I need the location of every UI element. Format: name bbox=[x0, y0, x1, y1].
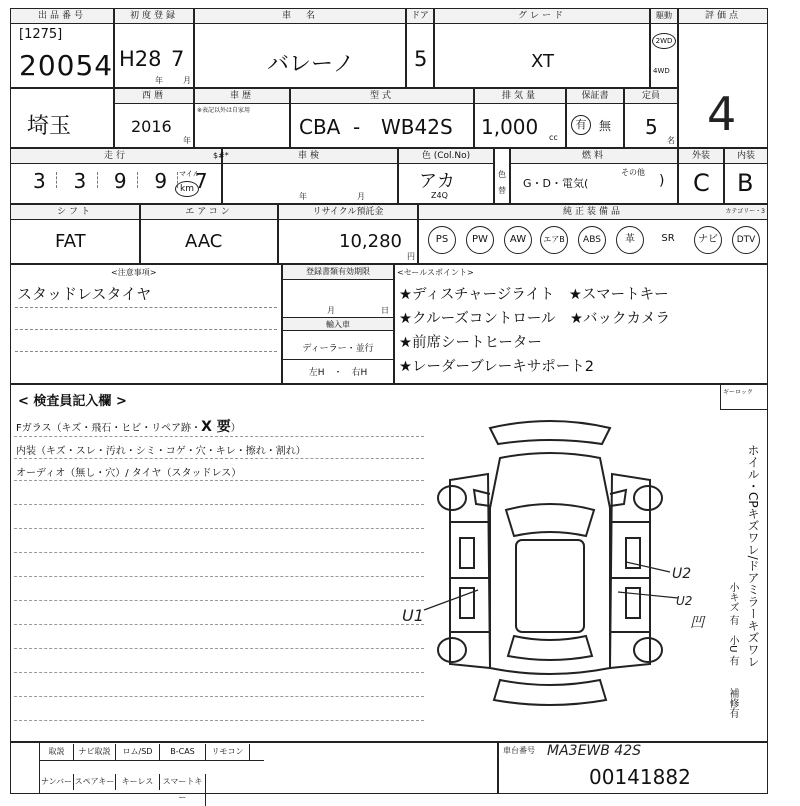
warranty-cell bbox=[566, 88, 624, 148]
damage-mark-u2: U2 bbox=[672, 566, 692, 582]
mileage-digit: 7 bbox=[194, 169, 208, 193]
lot-bracket: [1275] bbox=[19, 27, 63, 42]
mileage-digit: 3 bbox=[33, 169, 46, 193]
aircon-label: エアコン bbox=[141, 205, 277, 220]
damage-mark-dent: 凹 bbox=[690, 615, 704, 631]
history-label: 車歴 bbox=[195, 89, 289, 104]
score-cell bbox=[678, 8, 768, 148]
import-label: 輸入車 bbox=[283, 317, 393, 331]
equipment-pw: PW bbox=[466, 226, 494, 254]
drive-2wd-circled: 2WD bbox=[652, 33, 676, 49]
mileage-digit: 3 bbox=[73, 169, 87, 193]
windshield-replace-mark: X 要 bbox=[201, 419, 231, 435]
shift: FAT bbox=[55, 231, 86, 252]
mileage-label: 走行 bbox=[11, 149, 221, 164]
equipment-leather: 革 bbox=[616, 226, 644, 254]
acc-manual: 取説 bbox=[40, 744, 74, 760]
shift-cell bbox=[10, 204, 140, 264]
equipment-aw: AW bbox=[504, 226, 532, 254]
auction-sheet bbox=[10, 8, 768, 802]
sales-point: ★レーダーブレーキサポート2 bbox=[399, 359, 594, 375]
score-label: 評価点 bbox=[679, 9, 767, 24]
s-label: $#* bbox=[213, 151, 229, 160]
acc-bcas: B-CAS bbox=[160, 744, 206, 760]
model-code: WB42S bbox=[381, 115, 453, 139]
displacement: 1,000 bbox=[481, 115, 539, 139]
capacity-label: 定員 bbox=[625, 89, 677, 104]
inspection-label: < 検査員記入欄 > bbox=[18, 394, 127, 409]
region-cell bbox=[10, 88, 114, 148]
warranty-label: 保証書 bbox=[567, 89, 623, 104]
equipment-sr: SR bbox=[661, 233, 675, 244]
drive-label: 駆動 bbox=[651, 9, 677, 24]
car-name: バレーノ bbox=[267, 52, 355, 77]
inspection-line-2: 内装（キズ・スレ・汚れ・シミ・コゲ・穴・キレ・擦れ・割れ） bbox=[16, 446, 306, 457]
model-label: 型式 bbox=[291, 89, 473, 104]
recycle-amount: 10,280 bbox=[339, 231, 402, 252]
first-registration-month: 7 bbox=[171, 47, 185, 71]
month-unit: 月 bbox=[183, 76, 191, 85]
sales-points-label: <セールスポイント> bbox=[397, 268, 474, 277]
mileage-unit-km-circled: km bbox=[175, 181, 199, 197]
shaken-year: 年 bbox=[299, 192, 307, 201]
shift-label: シフト bbox=[11, 205, 139, 220]
year-unit-2: 年 bbox=[183, 136, 191, 145]
import-text: ディーラー・並行 bbox=[302, 344, 374, 354]
acc-plate: ナンバー bbox=[40, 774, 74, 790]
equipment-navi: ナビ bbox=[694, 226, 722, 254]
color-cell bbox=[398, 148, 494, 204]
door-label: ドア bbox=[407, 9, 433, 24]
sales-points-cell bbox=[394, 264, 768, 384]
first-registration-era: H28 bbox=[119, 47, 162, 71]
grade-cell bbox=[434, 8, 650, 88]
acc-smart-key: スマートキー bbox=[160, 774, 206, 806]
shaken-cell bbox=[213, 148, 398, 204]
recycle-cell bbox=[278, 204, 418, 264]
mileage-digit: 9 bbox=[113, 169, 127, 193]
interior-cell bbox=[724, 148, 768, 204]
capacity-cell bbox=[624, 88, 678, 148]
chassis-cell bbox=[498, 742, 768, 794]
sales-point: ★前席シートヒーター bbox=[399, 335, 542, 351]
first-registration-label: 初度登録 bbox=[115, 9, 193, 24]
key-lock-cell bbox=[720, 384, 768, 410]
warranty-no: 無 bbox=[599, 119, 612, 133]
color-label: 色 (Col.No) bbox=[399, 149, 493, 164]
drive-4wd: 4WD bbox=[653, 67, 670, 75]
capacity-unit: 名 bbox=[667, 136, 675, 145]
sales-point: ★ディスチャージライト ★スマートキー bbox=[399, 287, 669, 303]
fuel-cell bbox=[510, 148, 678, 204]
registration-cell bbox=[282, 264, 394, 384]
shaken-month: 月 bbox=[357, 192, 365, 201]
sales-points-list bbox=[399, 283, 670, 379]
model-prefix: CBA bbox=[299, 115, 341, 139]
sales-point: ★クルーズコントロール ★バックカメラ bbox=[399, 311, 671, 327]
color-change-1: 色 bbox=[498, 170, 506, 179]
color-change-cell bbox=[494, 148, 510, 204]
chassis-number: 00141882 bbox=[589, 765, 691, 789]
drive-cell bbox=[650, 8, 678, 88]
exterior-label: 外装 bbox=[679, 149, 723, 164]
damage-mark-u2-b: U2 bbox=[676, 594, 693, 608]
acc-keyless: キーレス bbox=[116, 774, 160, 790]
equipment-dtv: DTV bbox=[732, 226, 760, 254]
aircon: AAC bbox=[185, 231, 223, 252]
fuel-close: ) bbox=[659, 173, 665, 189]
recycle-label: リサイクル預託金 bbox=[279, 205, 417, 220]
reg-deadline-day: 日 bbox=[381, 306, 389, 315]
mileage-unit-mile: マイル bbox=[179, 170, 200, 178]
steering: 左H ・ 右H bbox=[308, 368, 368, 378]
displacement-cell bbox=[474, 88, 566, 148]
model-cell bbox=[290, 88, 474, 148]
aircon-cell bbox=[140, 204, 278, 264]
fuel-label: 燃料 bbox=[511, 149, 677, 164]
history-cell bbox=[194, 88, 290, 148]
mileage-digit: 9 bbox=[154, 169, 168, 193]
inspection-line-1: Fガラス（キズ・飛石・ヒビ・リペア跡・X 要） bbox=[16, 419, 241, 435]
year-cell bbox=[114, 88, 194, 148]
caution-text: スタッドレスタイヤ bbox=[17, 285, 152, 303]
history-note: ※表記以外は自家用 bbox=[197, 107, 251, 114]
grade-label: グレード bbox=[435, 9, 649, 24]
damage-mark-u1: U1 bbox=[402, 606, 424, 625]
acc-spare-key: スペアキー bbox=[74, 774, 116, 790]
fuel-other: その他 bbox=[621, 168, 645, 177]
exterior-grade: C bbox=[693, 169, 710, 197]
displacement-label: 排気量 bbox=[475, 89, 565, 104]
wheel-mirror-text: ホイル・CPキズワレ/ドアミラーキズワレ bbox=[746, 444, 760, 668]
equipment-abs: ABS bbox=[578, 226, 606, 254]
warranty-yes-circled: 有 bbox=[571, 115, 591, 135]
tuner-label: カテゴリー・3 bbox=[725, 208, 765, 215]
acc-navi-manual: ナビ取説 bbox=[74, 744, 116, 760]
repair-text: 補修有 bbox=[727, 688, 738, 718]
small-marks-text: 小キズ 有 小U 有 bbox=[727, 582, 738, 666]
score-value: 4 bbox=[707, 87, 737, 141]
chassis-label: 車台番号 bbox=[503, 746, 535, 755]
capacity: 5 bbox=[645, 115, 658, 139]
equipment-label: 純正装備品 bbox=[419, 205, 767, 220]
year: 2016 bbox=[131, 117, 172, 136]
first-registration-cell bbox=[114, 8, 194, 88]
exterior-cell bbox=[678, 148, 724, 204]
color-change-2: 替 bbox=[498, 186, 506, 195]
car-name-label: 車 名 bbox=[195, 9, 405, 24]
inspection-line-3: オーディオ（無し・穴）/ タイヤ（スタッドレス） bbox=[16, 468, 242, 479]
equipment-ps: PS bbox=[428, 226, 456, 254]
lot-number-label: 出品番号 bbox=[11, 9, 113, 24]
caution-label: <注意事項> bbox=[111, 268, 157, 277]
caution-cell bbox=[10, 264, 282, 384]
displacement-unit: cc bbox=[549, 133, 558, 142]
reg-deadline-month: 月 bbox=[327, 306, 335, 315]
recycle-unit: 円 bbox=[407, 252, 415, 261]
car-name-cell bbox=[194, 8, 406, 88]
door-count: 5 bbox=[414, 47, 428, 71]
grade: XT bbox=[531, 51, 555, 72]
interior-grade: B bbox=[737, 169, 754, 197]
door-cell bbox=[406, 8, 434, 88]
acc-remote: リモコン bbox=[206, 744, 250, 760]
mileage-cell bbox=[10, 148, 222, 204]
lot-number: 20054 bbox=[19, 49, 114, 82]
key-lock-label: ギーロック bbox=[723, 389, 753, 396]
chassis-hand: MA3EWB 42S bbox=[547, 743, 642, 759]
lot-number-cell bbox=[10, 8, 114, 88]
color: アカ bbox=[419, 171, 455, 192]
region: 埼玉 bbox=[27, 114, 72, 139]
color-code: Z4Q bbox=[431, 191, 448, 200]
model-dash: - bbox=[353, 115, 361, 139]
reg-deadline-label: 登録書類有効期限 bbox=[283, 265, 393, 280]
year-label: 西暦 bbox=[115, 89, 193, 104]
year-unit: 年 bbox=[155, 76, 163, 85]
interior-label: 内装 bbox=[725, 149, 767, 164]
shaken-label: 車検 bbox=[223, 149, 397, 164]
equipment-airbag: エアB bbox=[540, 226, 568, 254]
fuel-options: G・D・電気( bbox=[523, 177, 589, 190]
acc-rom-sd: ロム/SD bbox=[116, 744, 160, 760]
